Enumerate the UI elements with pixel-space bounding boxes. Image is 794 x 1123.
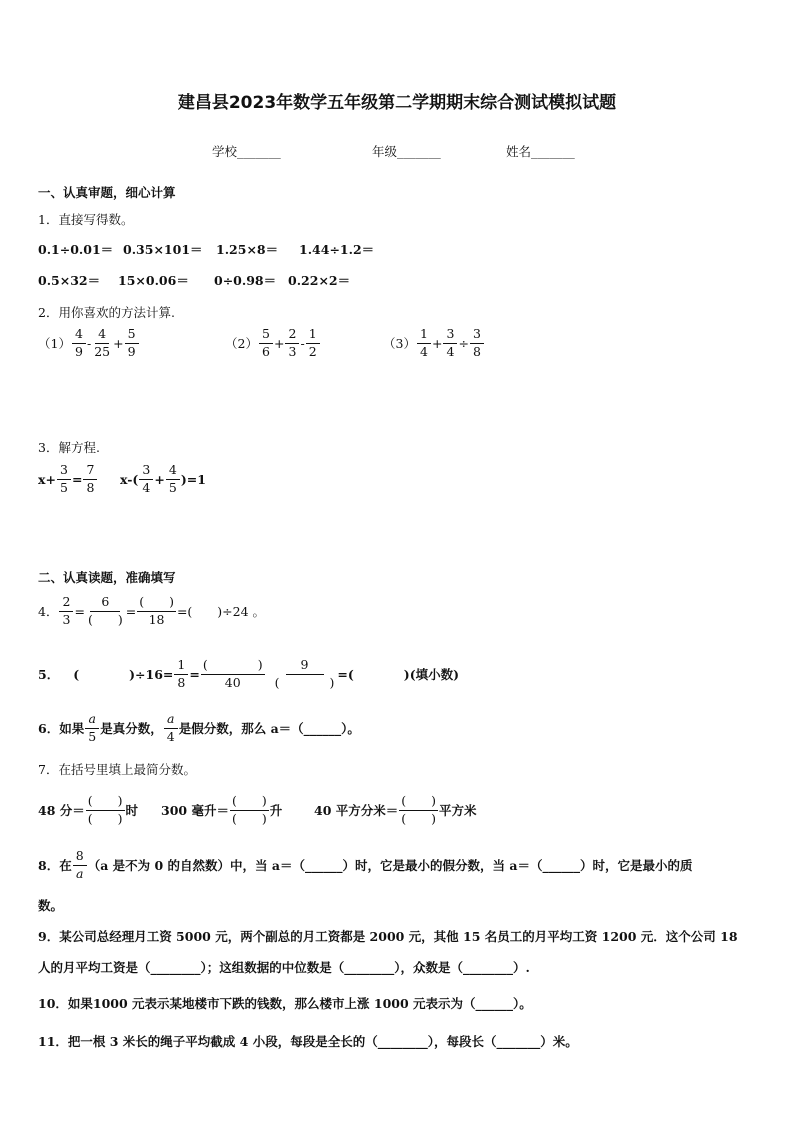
fraction: $\frac{( )}{40}$ bbox=[202, 657, 263, 690]
operator: + bbox=[273, 335, 285, 351]
operator: = bbox=[74, 603, 85, 619]
equation-text: =( )÷24 。 bbox=[176, 604, 266, 619]
q8 bbox=[38, 850, 692, 880]
grade-field: 年级_______ bbox=[372, 144, 441, 159]
q8-continuation: 数。 bbox=[38, 898, 64, 913]
equation-text: ( )÷16= bbox=[73, 667, 174, 682]
q7-item-a bbox=[38, 795, 138, 825]
question-number: 6． bbox=[38, 721, 60, 736]
operator: ÷ bbox=[458, 335, 469, 351]
section-1-heading: 一、认真审题，细心计算 bbox=[38, 185, 176, 200]
fraction: $\frac{( )}{18}$ bbox=[139, 594, 174, 627]
q3-stem: 3．解方程. bbox=[38, 440, 100, 455]
q9-line-2: 人的月平均工资是（________）；这组数据的中位数是（________），众数是（________）. bbox=[38, 960, 530, 975]
fraction: $\frac{3}{8}$ bbox=[470, 328, 484, 358]
question-text: 是假分数，那么 a＝（______）。 bbox=[178, 721, 360, 736]
q1-item: 0.35×101＝ bbox=[123, 242, 203, 257]
problem-label: （2） bbox=[225, 336, 258, 351]
q6 bbox=[38, 713, 360, 743]
fraction: $\frac{9}{( )}$ bbox=[274, 657, 335, 690]
q1-item: 15×0.06＝ bbox=[118, 273, 189, 288]
q1-stem: 1．直接写得数。 bbox=[38, 212, 134, 227]
fraction: $\frac{1}{8}$ bbox=[174, 659, 188, 689]
q2-problem-1 bbox=[38, 328, 140, 358]
question-text: 是真分数， bbox=[100, 721, 163, 736]
q7-stem: 7．在括号里填上最简分数。 bbox=[38, 762, 196, 777]
q1-item: 0.1÷0.01＝ bbox=[38, 242, 114, 257]
q9-line-1: 9．某公司总经理月工资 5000 元，两个副总的月工资都是 2000 元，其他 15 名员工的月平均工资 1200 元．这个公司 18 bbox=[38, 929, 738, 944]
question-text: 48 分＝ bbox=[38, 803, 85, 818]
page-title: 建昌县2023年数学五年级第二学期期末综合测试模拟试题 bbox=[177, 93, 617, 113]
fraction: $\frac{a}{5}$ bbox=[85, 713, 99, 743]
question-number: 8．在 bbox=[38, 858, 72, 873]
operator: = bbox=[71, 471, 83, 487]
q2-problem-2 bbox=[225, 328, 321, 358]
q1-item: 0÷0.98＝ bbox=[214, 273, 277, 288]
fraction: $\frac{( )}{( )}$ bbox=[231, 793, 267, 826]
q4 bbox=[38, 596, 265, 626]
fraction: $\frac{2}{3}$ bbox=[285, 328, 299, 358]
operator: + bbox=[113, 335, 124, 351]
problem-label: （1） bbox=[38, 336, 71, 351]
operator: = bbox=[189, 666, 200, 682]
operator: - bbox=[300, 335, 305, 351]
question-text: 40 平方分米＝ bbox=[314, 803, 399, 818]
fraction: $\frac{1}{4}$ bbox=[417, 328, 431, 358]
operator: + bbox=[431, 335, 443, 351]
fraction: $\frac{8}{a}$ bbox=[73, 850, 87, 880]
q1-item: 1.25×8＝ bbox=[216, 242, 279, 257]
q10: 10．如果1000 元表示某地楼市下跌的钱数，那么楼市上涨 1000 元表示为（______）。 bbox=[38, 996, 532, 1011]
fraction: $\frac{7}{8}$ bbox=[83, 464, 97, 494]
equation-text: =( )(填小数) bbox=[337, 667, 460, 682]
question-text: （a 是不为 0 的自然数）中，当 a＝（______）时，它是最小的假分数，当 a＝（______）时，它是最小的质 bbox=[87, 858, 693, 873]
question-number: 4． bbox=[38, 604, 59, 619]
equation-text: x-( bbox=[120, 471, 139, 487]
unit-label: 平方米 bbox=[439, 803, 477, 818]
q5 bbox=[38, 659, 459, 689]
problem-label: （3） bbox=[383, 336, 416, 351]
operator: - bbox=[86, 335, 92, 351]
fraction: $\frac{1}{2}$ bbox=[306, 328, 320, 358]
name-field: 姓名_______ bbox=[506, 144, 575, 159]
fraction: $\frac{3}{5}$ bbox=[57, 464, 71, 494]
q3-equation-2 bbox=[120, 464, 206, 494]
q1-item: 0.5×32＝ bbox=[38, 273, 101, 288]
unit-label: 升 bbox=[269, 803, 283, 818]
fraction: $\frac{( )}{( )}$ bbox=[87, 793, 123, 826]
q1-item: 1.44÷1.2＝ bbox=[299, 242, 375, 257]
fraction: $\frac{4}{25}$ bbox=[94, 326, 111, 359]
unit-label: 时 bbox=[125, 803, 139, 818]
fraction: $\frac{4}{9}$ bbox=[72, 328, 86, 358]
operator: + bbox=[154, 471, 165, 487]
fraction: $\frac{3}{4}$ bbox=[139, 464, 153, 494]
q3-equation-1 bbox=[38, 464, 98, 494]
question-number: 5． bbox=[38, 667, 60, 682]
equation-text: )=1 bbox=[180, 471, 206, 487]
q2-problem-3 bbox=[383, 328, 485, 358]
q11: 11．把一根 3 米长的绳子平均截成 4 小段，每段是全长的（________），每段长（_______）米。 bbox=[38, 1034, 578, 1049]
fraction: $\frac{6}{( )}$ bbox=[87, 594, 123, 627]
fraction: $\frac{4}{5}$ bbox=[166, 464, 180, 494]
question-text: 如果 bbox=[59, 721, 85, 736]
q7-item-c bbox=[314, 795, 477, 825]
q2-stem: 2．用你喜欢的方法计算. bbox=[38, 305, 175, 320]
school-field: 学校_______ bbox=[212, 144, 281, 159]
question-text: 300 毫升＝ bbox=[161, 803, 229, 818]
operator: = bbox=[125, 603, 137, 619]
equation-text: x+ bbox=[38, 471, 56, 487]
fraction: $\frac{3}{4}$ bbox=[443, 328, 457, 358]
q7-item-b bbox=[161, 795, 282, 825]
fraction: $\frac{a}{4}$ bbox=[164, 713, 178, 743]
fraction: $\frac{( )}{( )}$ bbox=[401, 793, 437, 826]
fraction: $\frac{5}{6}$ bbox=[259, 328, 273, 358]
fraction: $\frac{2}{3}$ bbox=[59, 596, 73, 626]
q1-item: 0.22×2＝ bbox=[288, 273, 351, 288]
fraction: $\frac{5}{9}$ bbox=[125, 328, 139, 358]
section-2-heading: 二、认真读题，准确填写 bbox=[38, 570, 176, 585]
